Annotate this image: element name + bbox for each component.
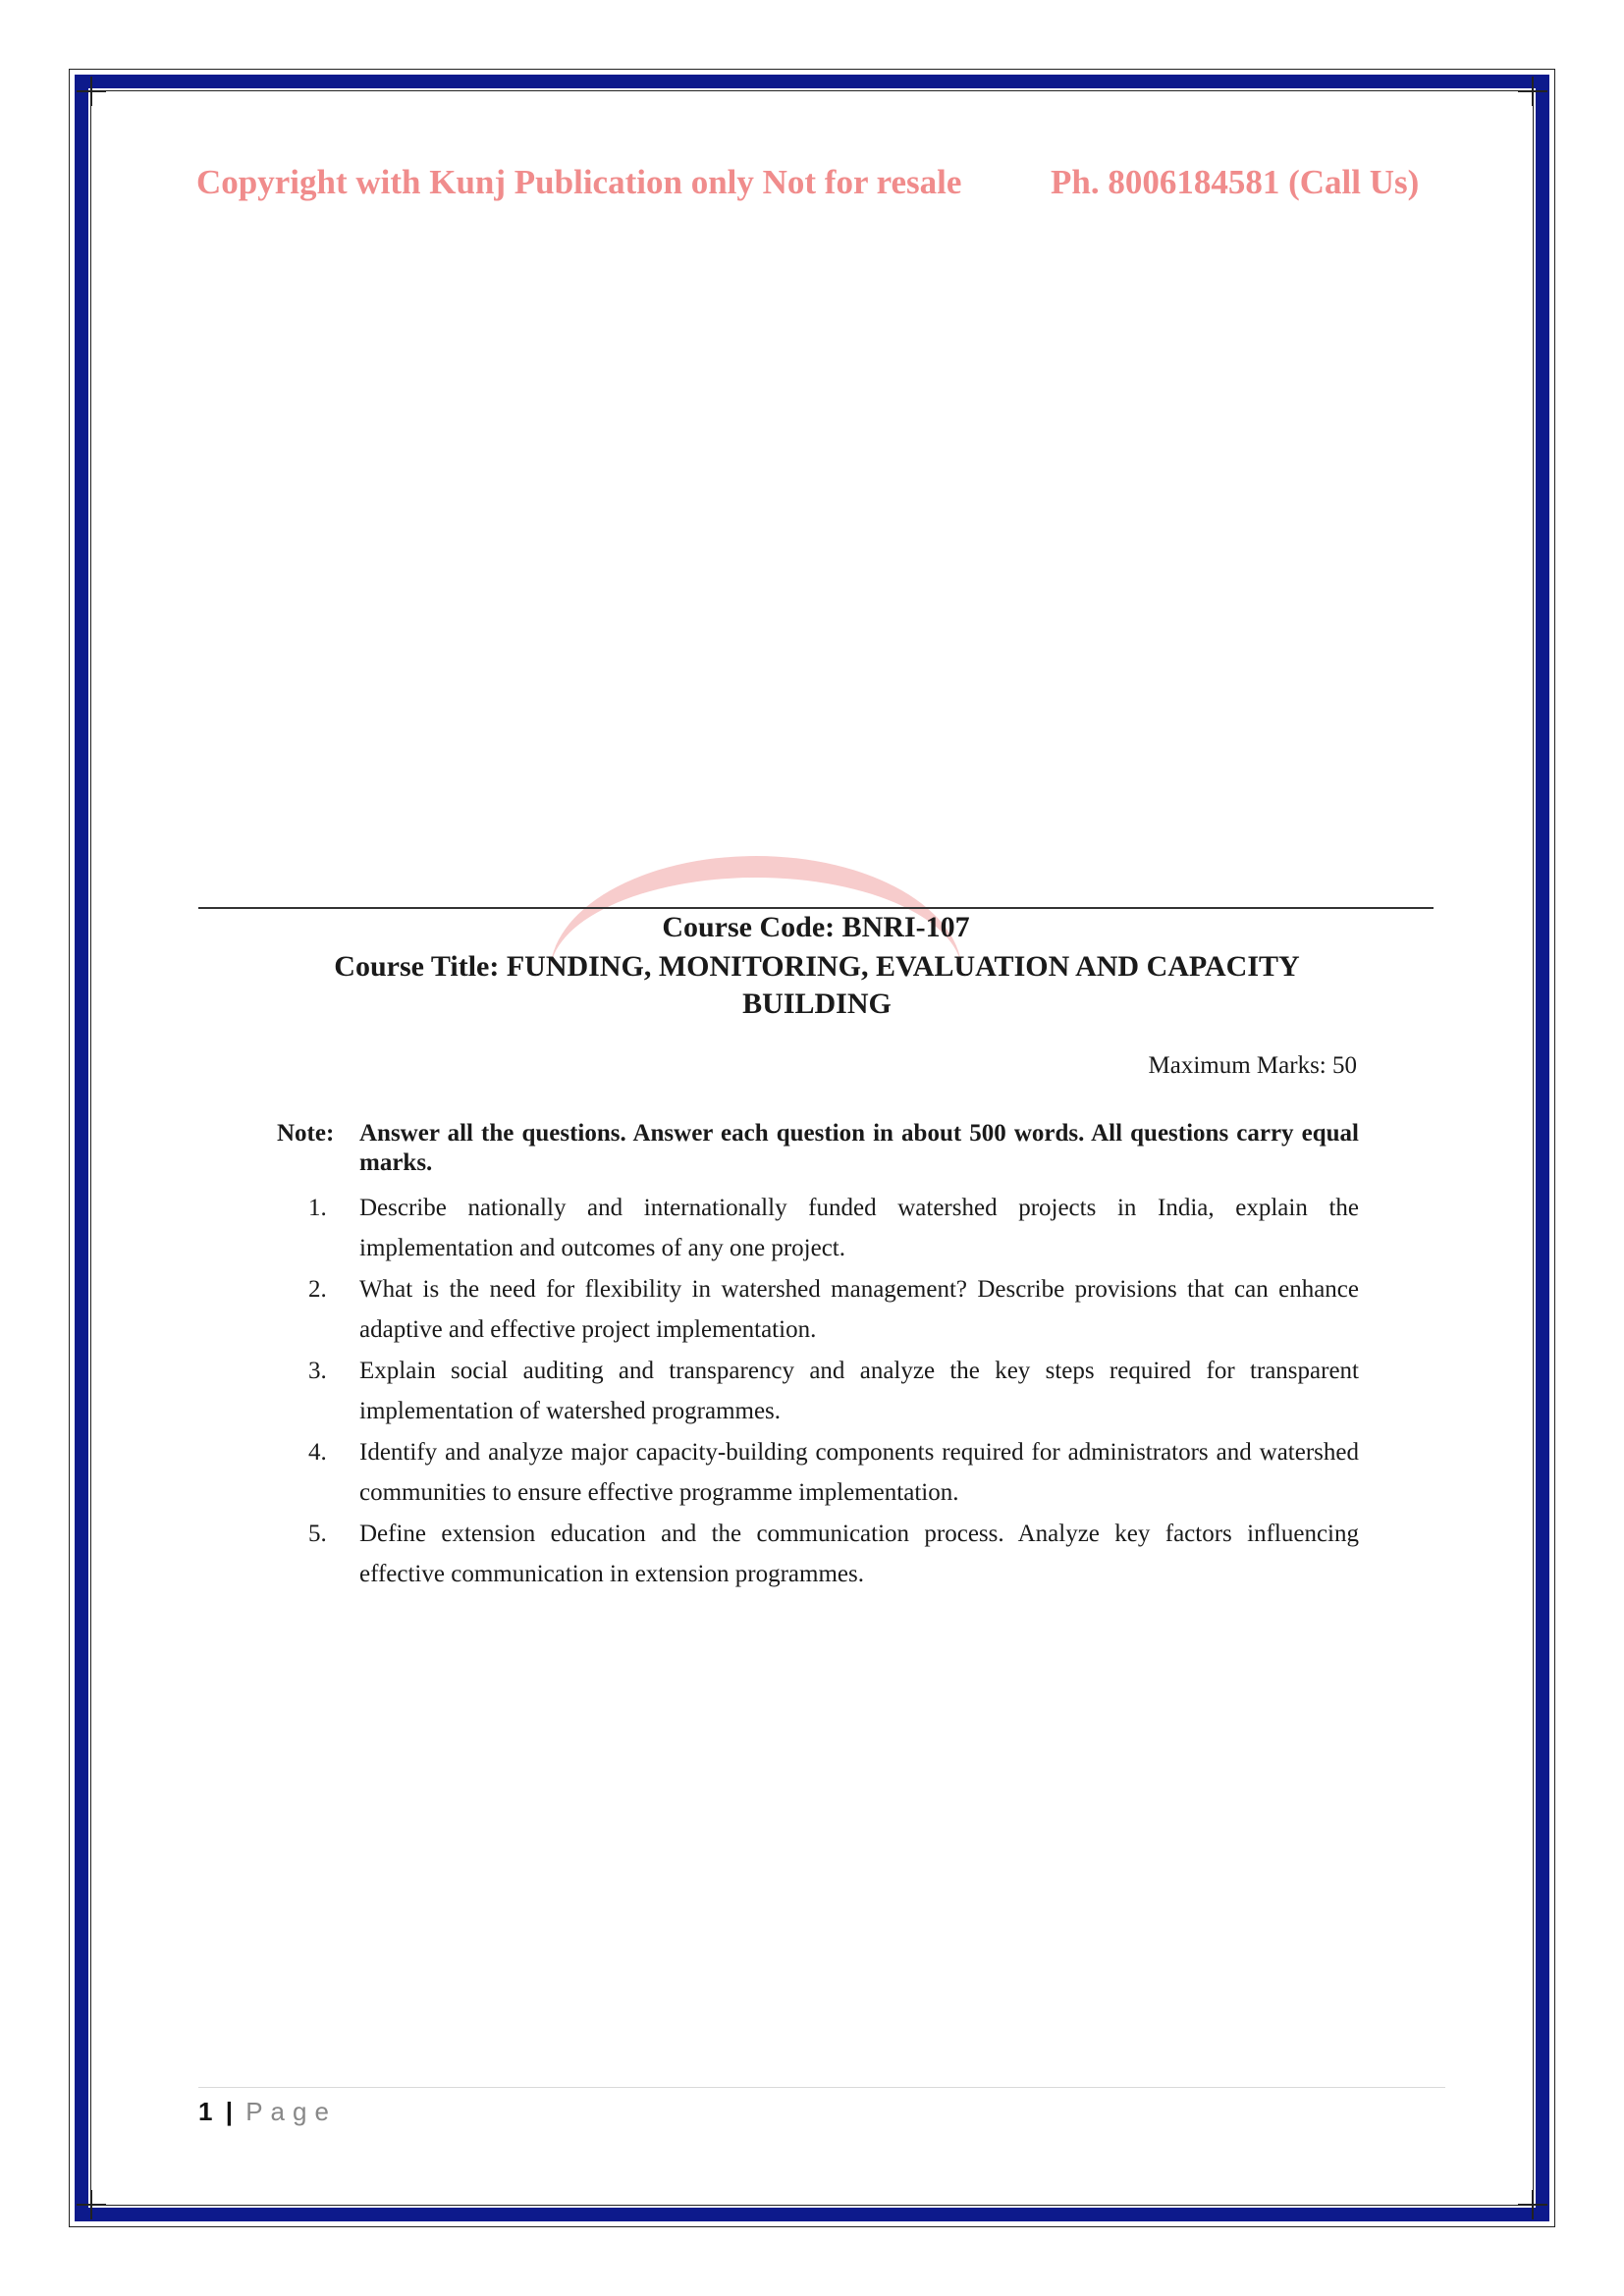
note-label: Note:: [277, 1120, 335, 1147]
course-title: Course Title: FUNDING, MONITORING, EVALUATION AND CAPACITY BUILDING: [334, 950, 1300, 1020]
question-item: [295, 1351, 1359, 1431]
footer-divider: [198, 2087, 1445, 2088]
course-code: Course Code: BNRI-107: [662, 911, 970, 943]
copyright-text: Copyright with Kunj Publication only Not for resale: [196, 163, 962, 201]
divider-line: [198, 907, 1434, 909]
question-text: Explain social auditing and transparency and analyze the key steps required for transparent implementation of watershed programmes.: [359, 1358, 1359, 1424]
page-number: 1: [198, 2097, 213, 2126]
question-number: 2.: [308, 1276, 327, 1303]
question-list: [295, 1188, 1359, 1595]
question-text: Define extension education and the communication process. Analyze key factors influencing effective communication in extension programmes.: [359, 1521, 1359, 1587]
question-number: 3.: [308, 1358, 327, 1384]
question-number: 4.: [308, 1439, 327, 1466]
question-number: 1.: [308, 1195, 327, 1221]
question-item: [295, 1514, 1359, 1594]
corner-ornament: [1518, 77, 1547, 106]
question-number: 5.: [308, 1521, 327, 1547]
instructions-note: [277, 1119, 1359, 1178]
corner-ornament: [1518, 2190, 1547, 2219]
footer-separator: |: [225, 2097, 233, 2126]
question-item: [295, 1432, 1359, 1513]
question-item: [295, 1188, 1359, 1268]
note-text: Answer all the questions. Answer each question in about 500 words. All questions carry equal marks.: [359, 1120, 1359, 1176]
phone-text: Ph. 8006184581 (Call Us): [1051, 163, 1420, 201]
question-item: [295, 1269, 1359, 1350]
corner-ornament: [77, 2190, 106, 2219]
page-footer: [198, 2097, 337, 2127]
page-label: Page: [245, 2097, 337, 2126]
question-text: What is the need for flexibility in watershed management? Describe provisions that can enhance adaptive and effective project implementation.: [359, 1276, 1359, 1343]
maximum-marks: Maximum Marks: 50: [1148, 1052, 1357, 1079]
question-text: Identify and analyze major capacity-building components required for administrators and watershed communities to ensure effective programme implementation.: [359, 1439, 1359, 1506]
corner-ornament: [77, 77, 106, 106]
question-text: Describe nationally and internationally funded watershed projects in India, explain the implementation and outcomes of any one project.: [359, 1195, 1359, 1261]
